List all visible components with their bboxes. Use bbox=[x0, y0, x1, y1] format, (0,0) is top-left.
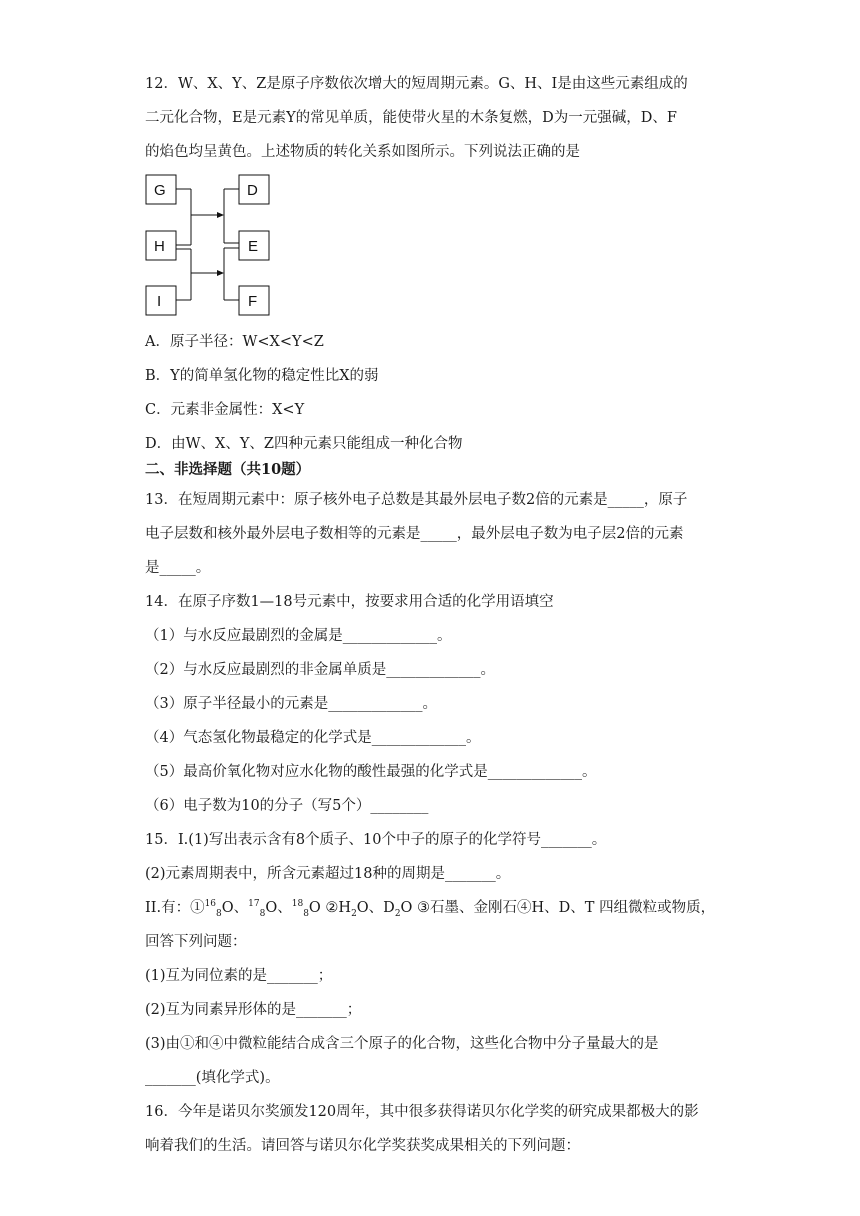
q14-item-3: （3）原子半径最小的元素是_____________。 bbox=[145, 696, 437, 712]
q15-line-2: (2)元素周期表中，所含元素超过18种的周期是_______。 bbox=[145, 866, 511, 882]
q13-line-3: 是_____。 bbox=[145, 560, 211, 576]
q15-line-4: 回答下列问题： bbox=[145, 934, 247, 950]
q12-line-3: 的焰色均呈黄色。上述物质的转化关系如图所示。下列说法正确的是 bbox=[145, 144, 580, 160]
box-h-label: H bbox=[154, 238, 165, 255]
box-e-label: E bbox=[248, 238, 259, 255]
q14-item-6: （6）电子数为10的分子（写5个）________ bbox=[145, 798, 429, 814]
q15-line-1: 15．I.(1)写出表示含有8个质子、10个中子的原子的化学符号_______。 bbox=[145, 832, 607, 848]
q12-option-b: B．Y的简单氢化物的稳定性比X的弱 bbox=[145, 368, 379, 384]
box-i-label: I bbox=[157, 293, 162, 310]
q14-intro: 14．在原子序数1—18号元素中，按要求用合适的化学用语填空 bbox=[145, 594, 554, 610]
q15-line-6: (2)互为同素异形体的是_______； bbox=[145, 1002, 362, 1018]
q13-line-1: 13．在短周期元素中：原子核外电子总数是其最外层电子数2倍的元素是_____，原子 bbox=[145, 492, 688, 508]
q16-line-2: 响着我们的生活。请回答与诺贝尔化学奖获奖成果相关的下列问题： bbox=[145, 1138, 580, 1154]
q12-line-1: 12．W、X、Y、Z是原子序数依次增大的短周期元素。G、H、I是由这些元素组成的 bbox=[145, 76, 688, 92]
q16-line-1: 16．今年是诺贝尔奖颁发120周年，其中很多获得诺贝尔化学奖的研究成果都极大的影 bbox=[145, 1104, 699, 1120]
q14-item-2: （2）与水反应最剧烈的非金属单质是_____________。 bbox=[145, 662, 495, 678]
q15-line-5: (1)互为同位素的是_______； bbox=[145, 968, 333, 984]
box-d-label: D bbox=[247, 182, 258, 199]
box-g-label: G bbox=[154, 182, 166, 199]
conversion-diagram bbox=[145, 172, 275, 318]
q15-line-3: II.有：①$^{16}_8$O、$^{17}_8$O、$^{18}_8$O $②H_2O$、$D_2O$ ③石墨、金刚石④H、D、T 四组微粒或物质， bbox=[145, 899, 716, 919]
q12-line-2: 二元化合物，E是元素Y的常见单质，能使带火星的木条复燃，D为一元强碱，D、F bbox=[145, 110, 677, 126]
q14-item-1: （1）与水反应最剧烈的金属是_____________。 bbox=[145, 628, 452, 644]
section-heading: 二、非选择题（共10题） bbox=[145, 461, 311, 478]
q15-line-7: (3)由①和④中微粒能结合成含三个原子的化合物，这些化合物中分子量最大的是 bbox=[145, 1036, 659, 1052]
q13-line-2: 电子层数和核外最外层电子数相等的元素是_____，最外层电子数为电子层2倍的元素 bbox=[145, 526, 684, 542]
q12-option-c: C．元素非金属性：X<Y bbox=[145, 402, 305, 418]
box-f-label: F bbox=[248, 293, 258, 310]
q12-option-d: D．由W、X、Y、Z四种元素只能组成一种化合物 bbox=[145, 436, 463, 452]
q14-item-4: （4）气态氢化物最稳定的化学式是_____________。 bbox=[145, 730, 481, 746]
q12-option-a: A．原子半径：W<X<Y<Z bbox=[145, 334, 324, 350]
q15-line-8: _______(填化学式)。 bbox=[145, 1070, 280, 1086]
q14-item-5: （5）最高价氧化物对应水化物的酸性最强的化学式是_____________。 bbox=[145, 764, 597, 780]
